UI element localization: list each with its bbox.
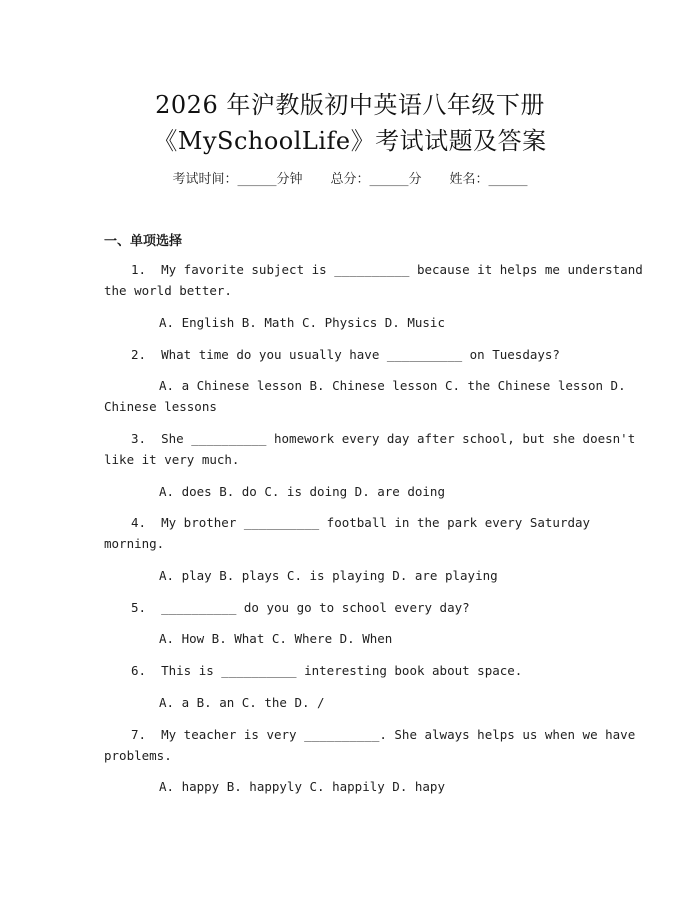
exam-title-line-1: 2026 年沪教版初中英语八年级下册 <box>155 91 545 119</box>
question-5-options: A. How B. What C. Where D. When <box>159 631 393 646</box>
question-6-text: 6. This is __________ interesting book about space. <box>131 663 523 678</box>
question-2-text: 2. What time do you usually have __________ on Tuesdays? <box>131 347 560 362</box>
question-4-text: 4. My brother __________ football in the park every Saturday <box>131 515 591 530</box>
question-5-text: 5. __________ do you go to school every day? <box>131 600 470 615</box>
question-3-text: 3. She __________ homework every day after school, but she doesn't <box>131 431 636 446</box>
question-1-text-cont: the world better. <box>104 283 232 298</box>
question-7-text-cont: problems. <box>104 748 172 763</box>
exam-title-line-2: 《MySchoolLife》考试试题及答案 <box>153 127 547 155</box>
exam-info-bar <box>0 168 700 187</box>
question-6-options: A. a B. an C. the D. / <box>159 695 325 710</box>
question-4-text-cont: morning. <box>104 536 165 551</box>
question-1-text: 1. My favorite subject is __________ because it helps me understand <box>131 262 643 277</box>
section-title: 一、单项选择 <box>104 234 183 249</box>
question-7-text: 7. My teacher is very __________. She always helps us when we have <box>131 727 636 742</box>
question-3-options: A. does B. do C. is doing D. are doing <box>159 484 445 499</box>
total-score-field: 总分：______分 <box>330 172 422 187</box>
question-4-options: A. play B. plays C. is playing D. are playing <box>159 568 498 583</box>
question-3-text-cont: like it very much. <box>104 452 240 467</box>
question-7-options: A. happy B. happyly C. happily D. hapy <box>159 779 445 794</box>
question-2-options-cont: Chinese lessons <box>104 399 217 414</box>
question-1-options: A. English B. Math C. Physics D. Music <box>159 315 445 330</box>
exam-time-field: 考试时间：______分钟 <box>172 172 303 187</box>
question-2-options: A. a Chinese lesson B. Chinese lesson C. the Chinese lesson D. <box>159 378 626 393</box>
student-name-field: 姓名：______ <box>449 172 528 187</box>
